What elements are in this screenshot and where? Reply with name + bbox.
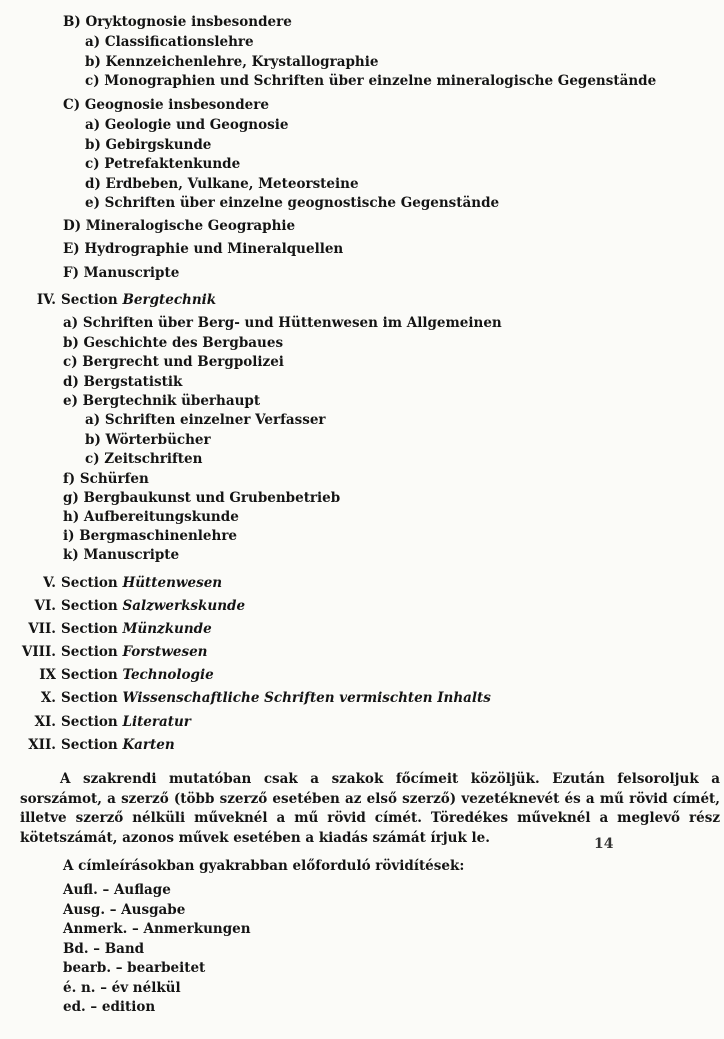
section-title: Forstwesen (122, 644, 208, 660)
section-item: i) Bergmaschinenlehre (63, 528, 238, 544)
section-title: Literatur (122, 714, 191, 730)
section-item: b) Geschichte des Bergbaues (63, 335, 284, 351)
section-label: Section (61, 737, 118, 753)
section-item: a) Schriften über Berg- und Hüttenwesen im Allgemeinen (63, 315, 502, 331)
outline-item: c) Monographien und Schriften über einzelne mineralogische Gegenstände (85, 73, 657, 89)
section-subitem: c) Zeitschriften (85, 451, 203, 467)
section-title: Karten (122, 737, 175, 753)
section-number: VII. (28, 621, 56, 637)
abbreviations-intro: A címleírásokban gyakrabban előforduló rövidítések: (63, 858, 465, 874)
section-item: d) Bergstatistik (63, 374, 183, 390)
section-label: Section (61, 292, 118, 308)
outline-item: b) Gebirgskunde (85, 137, 212, 153)
section-label: Section (61, 621, 118, 637)
section-label: Section (61, 714, 118, 730)
abbreviation-entry: bearb. – bearbeitet (63, 960, 206, 976)
section-heading (61, 737, 175, 753)
section-item: e) Bergtechnik überhaupt (63, 393, 261, 409)
abbreviation-entry: ed. – edition (63, 999, 156, 1015)
abbreviation-entry: Bd. – Band (63, 941, 145, 957)
abbreviation-entry: Aufl. – Auflage (63, 882, 171, 898)
outline-item: b) Kennzeichenlehre, Krystallographie (85, 54, 379, 70)
section-number: XII. (28, 737, 56, 753)
section-item: c) Bergrecht und Bergpolizei (63, 354, 284, 370)
section-subitem: a) Schriften einzelner Verfasser (85, 412, 326, 428)
section-subitem: b) Wörterbücher (85, 432, 211, 448)
section-item: h) Aufbereitungskunde (63, 509, 239, 525)
section-heading (61, 598, 245, 614)
outline-heading-b: B) Oryktognosie insbesondere (63, 14, 292, 30)
section-title: Münzkunde (122, 621, 212, 637)
section-heading (61, 667, 214, 683)
section-item: k) Manuscripte (63, 547, 180, 563)
section-label: Section (61, 598, 118, 614)
section-title: Hüttenwesen (122, 575, 223, 591)
outline-item: c) Petrefaktenkunde (85, 156, 241, 172)
section-heading (61, 690, 491, 706)
outline-item: d) Erdbeben, Vulkane, Meteorsteine (85, 176, 359, 192)
section-heading-iv (61, 292, 216, 308)
outline-heading-f: F) Manuscripte (63, 265, 180, 281)
section-title: Technologie (122, 667, 214, 683)
outline-item: a) Geologie und Geognosie (85, 117, 289, 133)
outline-item: a) Classificationslehre (85, 34, 254, 50)
section-heading (61, 575, 222, 591)
abbreviation-entry: Ausg. – Ausgabe (63, 902, 186, 918)
section-title: Wissenschaftliche Schriften vermischten Inhalts (122, 690, 491, 706)
abbreviation-entry: é. n. – év nélkül (63, 980, 181, 996)
section-label: Section (61, 644, 118, 660)
outline-heading-c: C) Geognosie insbesondere (63, 97, 269, 113)
intro-paragraph-text: A szakrendi mutatóban csak a szakok főcímeit közöljük. Ezután felsoroljuk a sorszámot, a szerző (több szerző esetében az első szerző) vezetéknevét és a mű rövid címét, illetve szerző nélküli műveknél a mű rövid címét. Töredékes műveknél a meglevő rész kötetszámát, azonos művek esetében a kiadás számát írjuk le. (20, 771, 720, 846)
section-number: IV. (36, 292, 56, 308)
section-item: f) Schürfen (63, 471, 149, 487)
section-item: g) Bergbaukunst und Grubenbetrieb (63, 490, 341, 506)
outline-item: e) Schriften über einzelne geognostische Gegenstände (85, 195, 500, 211)
outline-heading-d: D) Mineralogische Geographie (63, 218, 296, 234)
outline-heading-e: E) Hydrographie und Mineralquellen (63, 241, 344, 257)
abbreviation-entry: Anmerk. – Anmerkungen (63, 921, 251, 937)
section-title: Bergtechnik (122, 292, 217, 308)
section-heading (61, 644, 207, 660)
section-number: X. (40, 690, 56, 706)
intro-paragraph (20, 770, 720, 848)
section-number: VI. (34, 598, 56, 614)
section-heading (61, 621, 212, 637)
section-heading (61, 714, 191, 730)
section-title: Salzwerkskunde (122, 598, 246, 614)
section-number: XI. (34, 714, 56, 730)
section-number: VIII. (21, 644, 56, 660)
section-label: Section (61, 575, 118, 591)
section-number: V. (43, 575, 56, 591)
section-label: Section (61, 690, 118, 706)
handwritten-page-mark: 14 (594, 836, 614, 852)
section-number: IX (39, 667, 56, 683)
section-label: Section (61, 667, 118, 683)
